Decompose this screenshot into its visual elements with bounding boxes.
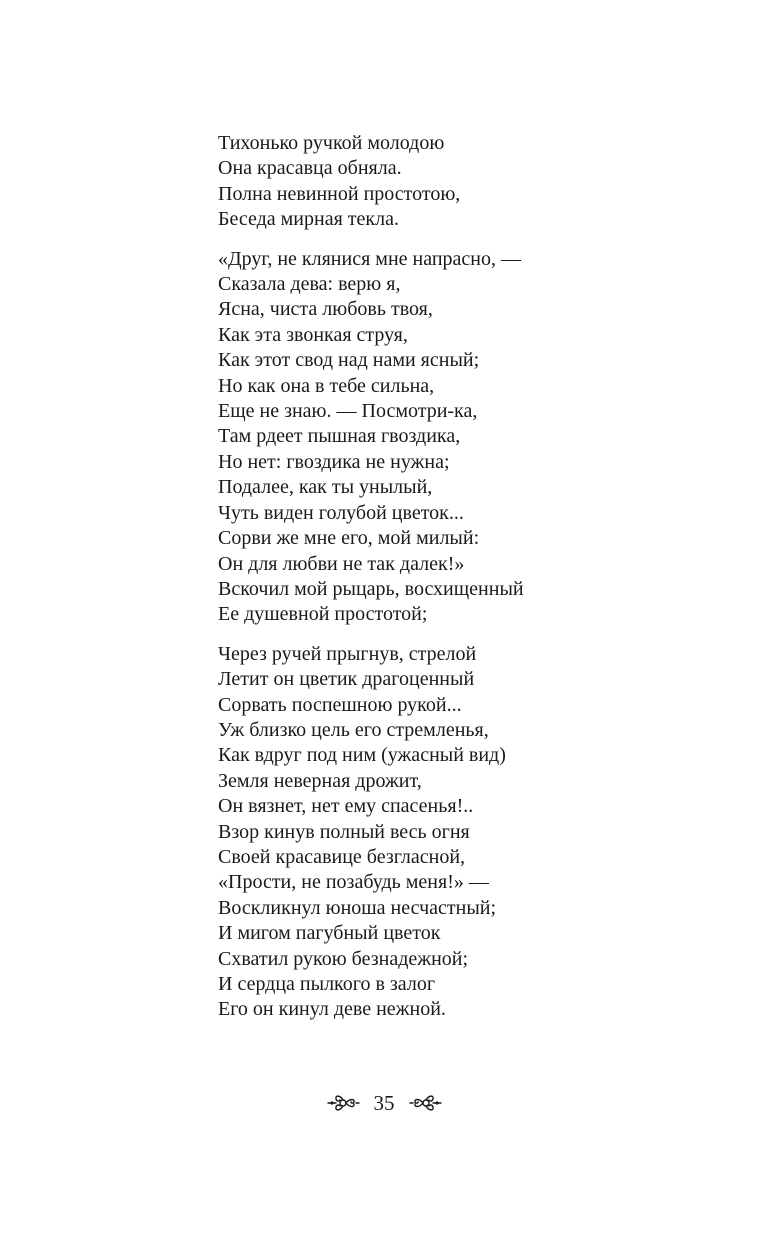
poem-line: Но нет: гвоздика не нужна; (218, 450, 450, 473)
poem-line: Но как она в тебе сильна, (218, 374, 435, 397)
poem-line: Земля неверная дрожит, (218, 769, 422, 792)
floral-ornament-left-icon (326, 1092, 360, 1114)
poem-line: Беседа мирная текла. (218, 208, 399, 231)
poem-line: Тихонько ручкой молодою (218, 132, 445, 154)
poem-line: Схватил рукою безнадежной; (218, 947, 469, 970)
poem-text (218, 131, 698, 1023)
poem-line: Полна невинной простотою, (218, 182, 461, 205)
stanza-1 (218, 131, 698, 233)
poem-line: Воскликнул юноша несчастный; (218, 896, 497, 919)
poem-line: Как этот свод над нами ясный; (218, 349, 480, 372)
poem-line: Вскочил мой рыцарь, восхищенный (218, 577, 524, 600)
poem-line: Она красавца обняла. (218, 157, 402, 180)
poem-line: Взор кинув полный весь огня (218, 820, 470, 843)
poem-line: Летит он цветик драгоценный (218, 668, 475, 691)
floral-ornament-right-icon (409, 1092, 443, 1114)
stanza-3 (218, 642, 698, 1023)
poem-line: Как эта звонкая струя, (218, 323, 408, 346)
poem-line: И сердца пылкого в залог (218, 973, 436, 995)
poem-line: Он для любви не так далек!» (218, 552, 465, 575)
poem-line: Ясна, чиста любовь твоя, (218, 298, 433, 321)
poem-line: Подалее, как ты унылый, (218, 476, 433, 499)
poem-line: Сорви же мне его, мой милый: (218, 527, 480, 550)
poem-line: «Друг, не клянися мне напрасно, — (218, 247, 521, 270)
poem-line: Там рдеет пышная гвоздика, (218, 425, 461, 448)
poem-line: Его он кинул деве нежной. (218, 998, 446, 1021)
poem-line: Ее душевной простотой; (218, 603, 428, 626)
poem-line: Уж близко цель его стремленья, (218, 718, 489, 741)
page-number: 35 (373, 1091, 395, 1115)
poem-line: Сорвать поспешною рукой... (218, 693, 462, 716)
poem-line: Он вязнет, нет ему спасенья!.. (218, 795, 474, 818)
poem-line: Еще не знаю. — Посмотри-ка, (218, 400, 478, 423)
poem-line: И мигом пагубный цветок (218, 922, 441, 945)
poem-line: Чуть виден голубой цветок... (218, 501, 464, 524)
page-footer (0, 1088, 768, 1118)
stanza-2 (218, 247, 698, 628)
poem-line: Как вдруг под ним (ужасный вид) (218, 744, 506, 767)
poem-line: Сказала дева: верю я, (218, 273, 401, 296)
poem-line: Через ручей прыгнув, стрелой (218, 642, 477, 665)
poem-line: «Прости, не позабудь меня!» — (218, 871, 489, 894)
poem-line: Своей красавице безгласной, (218, 845, 466, 868)
